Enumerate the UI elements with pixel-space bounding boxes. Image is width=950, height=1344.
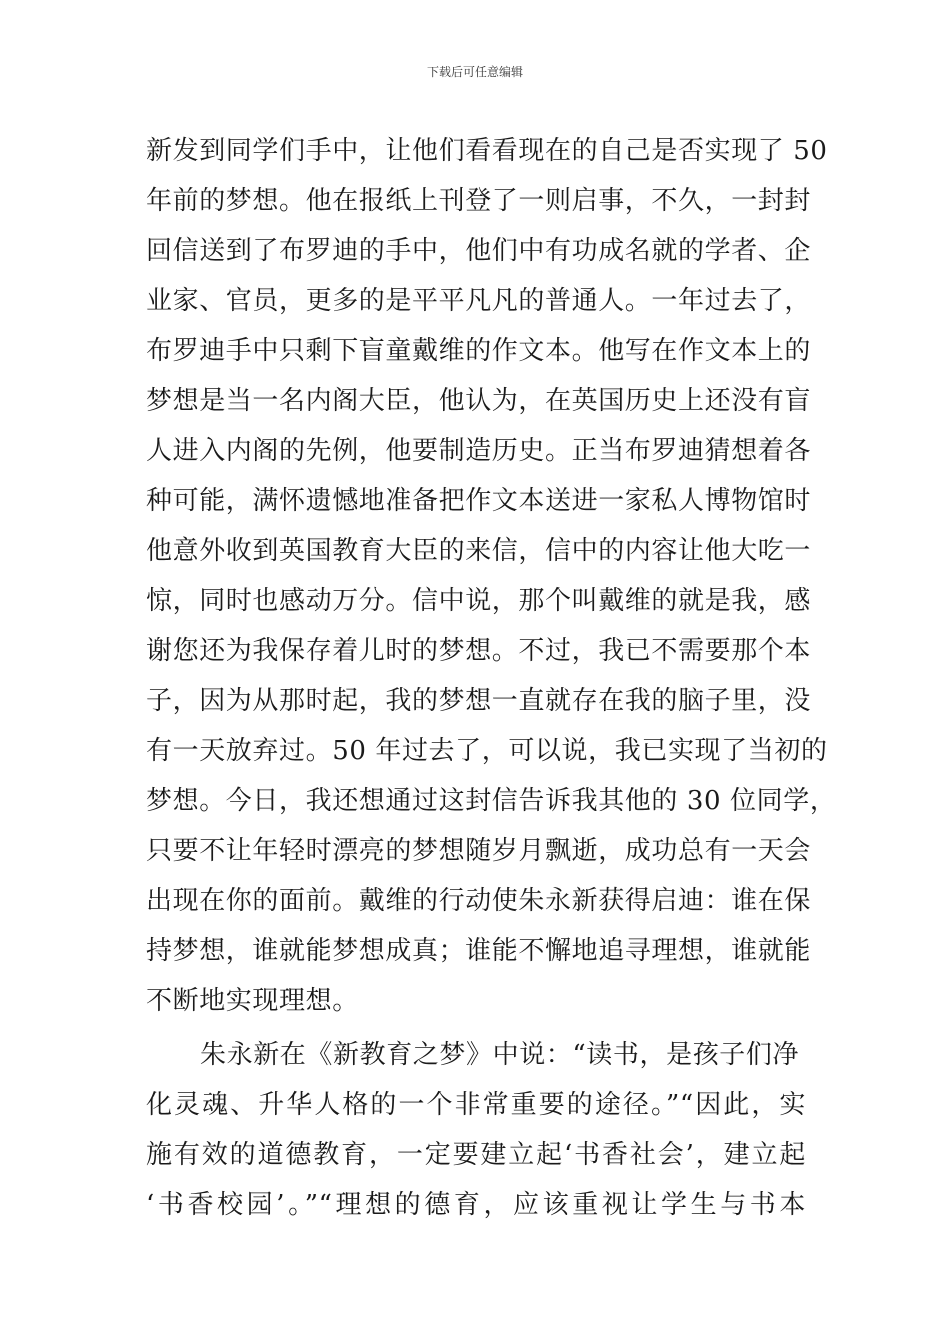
text-line: 出现在你的面前。戴维的行动使朱永新获得启迪：谁在保 xyxy=(146,886,812,916)
text-line: 种可能，满怀遗憾地准备把作文本送进一家私人博物馆时 xyxy=(146,486,812,516)
text-line: 谢您还为我保存着儿时的梦想。不过，我已不需要那个本 xyxy=(146,636,812,666)
text-line: 化灵魂、升华人格的一个非常重要的途径。”“因此，实 xyxy=(146,1090,806,1120)
text-line: 人进入内阁的先例，他要制造历史。正当布罗迪猜想着各 xyxy=(146,436,812,466)
text-line: 梦想。今日，我还想通过这封信告诉我其他的 30 位同学， xyxy=(146,786,837,816)
text-line: ‘书香校园’。”“理想的德育，应该重视让学生与书本 xyxy=(146,1190,806,1220)
text-line: 布罗迪手中只剩下盲童戴维的作文本。他写在作文本上的 xyxy=(146,336,812,366)
text-line: 朱永新在《新教育之梦》中说：“读书，是孩子们净 xyxy=(200,1040,800,1070)
page-header: 下载后可任意编辑 xyxy=(426,65,523,79)
text-line: 业家、官员，更多的是平平凡凡的普通人。一年过去了， xyxy=(146,286,812,316)
text-line: 子，因为从那时起，我的梦想一直就存在我的脑子里，没 xyxy=(146,686,812,716)
text-line: 持梦想，谁就能梦想成真；谁能不懈地追寻理想，谁就能 xyxy=(146,936,812,966)
text-line: 他意外收到英国教育大臣的来信，信中的内容让他大吃一 xyxy=(146,536,812,566)
text-line: 施有效的道德教育，一定要建立起‘书香社会’，建立起 xyxy=(146,1140,806,1170)
text-line: 有一天放弃过。50 年过去了，可以说，我已实现了当初的 xyxy=(146,736,828,766)
body-text xyxy=(146,126,837,1230)
text-line: 惊，同时也感动万分。信中说，那个叫戴维的就是我，感 xyxy=(146,586,812,616)
text-line: 新发到同学们手中，让他们看看现在的自己是否实现了 50 xyxy=(146,136,828,166)
text-line: 梦想是当一名内阁大臣，他认为，在英国历史上还没有盲 xyxy=(146,386,812,416)
text-line: 回信送到了布罗迪的手中，他们中有功成名就的学者、企 xyxy=(146,236,812,266)
text-line: 只要不让年轻时漂亮的梦想随岁月飘逝，成功总有一天会 xyxy=(146,836,812,866)
text-line: 不断地实现理想。 xyxy=(146,986,359,1016)
text-line: 年前的梦想。他在报纸上刊登了一则启事，不久，一封封 xyxy=(146,186,812,216)
paragraph-2 xyxy=(146,1030,806,1230)
paragraph-1 xyxy=(146,126,837,1026)
